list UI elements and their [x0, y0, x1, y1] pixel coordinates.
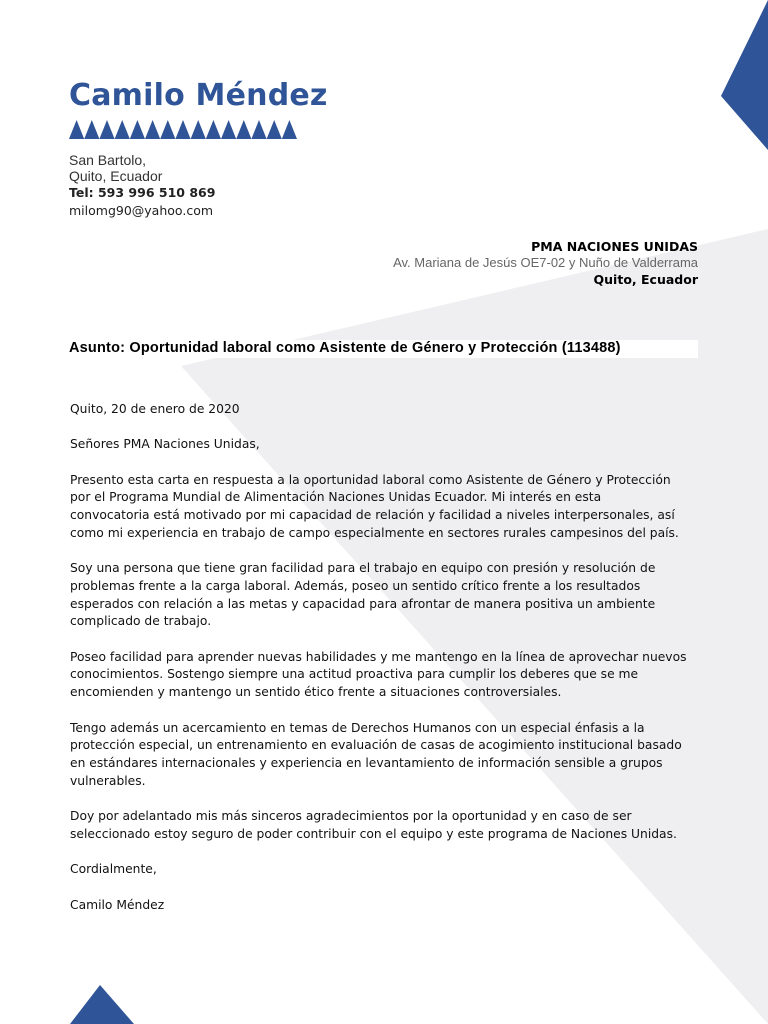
letter-body — [70, 401, 710, 932]
letter-paragraph-4 — [70, 720, 710, 791]
letter-closing: Cordialmente, — [70, 862, 157, 877]
paragraph-line: Tengo además un acercamiento en temas de Derechos Humanos con un especial énfasis a la — [70, 720, 645, 735]
paragraph-line: seleccionado estoy seguro de poder contribuir con el equipo y este programa de Naciones Unidas. — [70, 826, 677, 841]
letter-date: Quito, 20 de enero de 2020 — [70, 402, 240, 416]
recipient-org: PMA NACIONES UNIDAS — [531, 239, 698, 254]
paragraph-line: Presento esta carta en respuesta a la oportunidad laboral como Asistente de Género y Protección — [70, 472, 671, 487]
letter-paragraph-5 — [70, 808, 710, 843]
sender-phone: Tel: 593 996 510 869 — [69, 185, 216, 200]
paragraph-line: Poseo facilidad para aprender nuevas habilidades y me mantengo en la línea de aprovechar nuevos — [70, 649, 687, 664]
letter-signature: Camilo Méndez — [70, 897, 165, 912]
subject-line: Asunto: Oportunidad laboral como Asistente de Género y Protección (113488) — [69, 340, 621, 356]
letter-paragraph-1 — [70, 472, 710, 543]
paragraph-line: esperados con relación a las metas y capacidad para afrontar de manera positiva un ambiente — [70, 596, 656, 611]
paragraph-line: problemas frente a la carga laboral. Además, poseo un sentido crítico frente a los resultados — [70, 578, 641, 593]
paragraph-line: como mi experiencia en trabajo de campo especialmente en sectores rurales campesinos del país. — [70, 525, 679, 540]
letter-salutation: Señores PMA Naciones Unidas, — [70, 437, 260, 452]
paragraph-line: por el Programa Mundial de Alimentación Naciones Unidas Ecuador. Mi interés en esta — [70, 490, 602, 505]
recipient-address: Av. Mariana de Jesús OE7-02 y Nuño de Valderrama — [393, 255, 698, 270]
letter-paragraph-3 — [70, 649, 710, 702]
paragraph-line: en estándares internacionales y experiencia en levantamiento de información sensible a grupos — [70, 755, 663, 770]
paragraph-line: conocimientos. Sostengo siempre una actitud proactiva para cumplir los deberes que se me — [70, 667, 639, 682]
recipient-city: Quito, Ecuador — [593, 272, 698, 287]
letter-paragraph-2 — [70, 560, 710, 631]
paragraph-line: encomienden y mantengo un sentido ético frente a situaciones controversiales. — [70, 685, 562, 700]
paragraph-line: convocatoria está motivado por mi capacidad de relación y facilidad a niveles interpersonales, así — [70, 508, 675, 523]
paragraph-line: vulnerables. — [70, 773, 146, 788]
bottom-left-blue-triangle — [70, 985, 134, 1024]
sender-address-line1: San Bartolo, — [69, 152, 147, 168]
sender-address-line2: Quito, Ecuador — [69, 168, 163, 184]
recipient-block — [393, 239, 698, 289]
sender-email: milomg90@yahoo.com — [69, 203, 214, 218]
sender-contact-block — [69, 152, 215, 220]
paragraph-line: complicado de trabajo. — [70, 614, 212, 629]
triangle-row-decoration — [69, 120, 297, 140]
paragraph-line: Doy por adelantado mis más sinceros agradecimientos por la oportunidad y en caso de ser — [70, 809, 632, 824]
paragraph-line: protección especial, un entrenamiento en evaluación de casas de acogimiento institucional basado — [70, 738, 682, 753]
paragraph-line: Soy una persona que tiene gran facilidad para el trabajo en equipo con presión y resolución de — [70, 561, 656, 576]
top-right-blue-triangle — [721, 0, 768, 150]
sender-name: Camilo Méndez — [69, 78, 328, 113]
